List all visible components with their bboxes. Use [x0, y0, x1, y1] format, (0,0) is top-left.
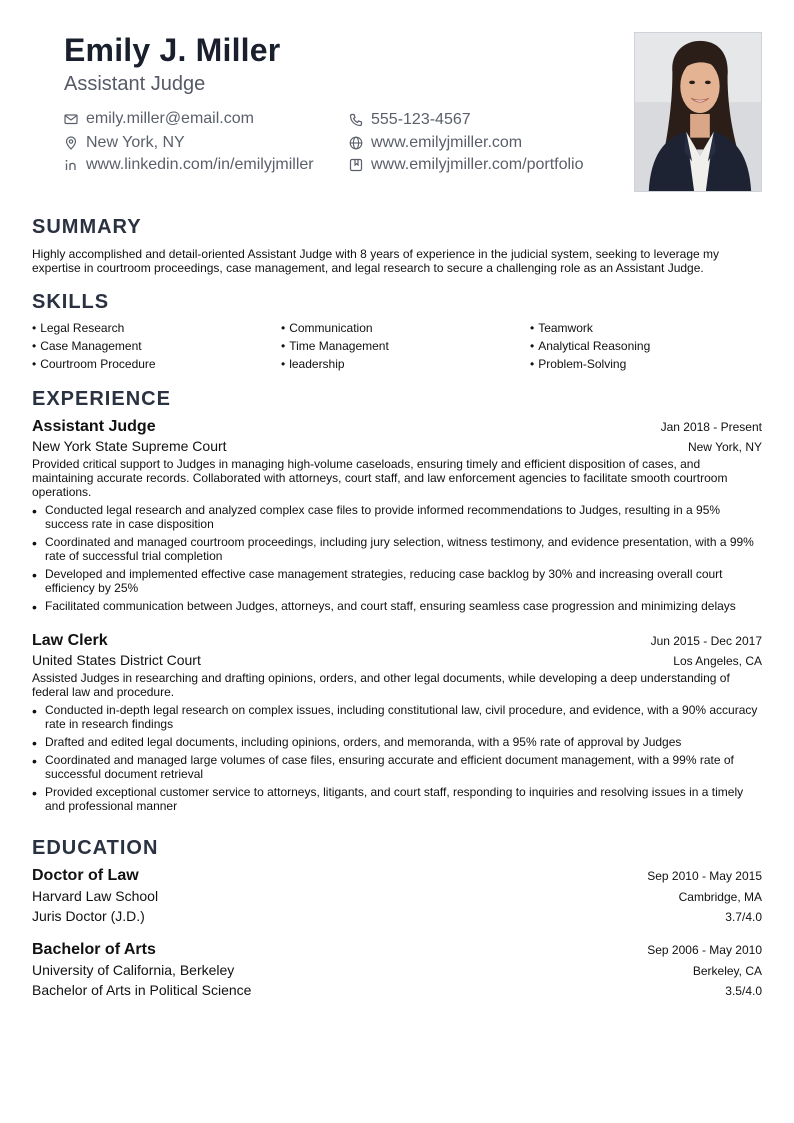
portfolio-text: www.emilyjmiller.com/portfolio — [371, 156, 584, 173]
experience-entry — [32, 417, 762, 617]
profile-photo — [634, 32, 762, 192]
contact-linkedin[interactable] — [64, 155, 314, 175]
job-title: Law Clerk — [32, 632, 108, 649]
job-bullet: • Coordinated and managed large volumes of case files, ensuring accurate and efficient document management, with a 99% rate of successful document retrieval — [32, 753, 762, 781]
contact-phone[interactable] — [349, 110, 471, 130]
skill-item: • Courtroom Procedure — [32, 357, 281, 371]
job-bullet: • Coordinated and managed courtroom proceedings, including jury selection, witness testimony, and evidence presentation, with a 99% rate of successful trial completion — [32, 535, 762, 563]
skill-item: • leadership — [281, 357, 530, 371]
skills-list — [32, 321, 762, 371]
job-bullet: • Conducted in-depth legal research on complex issues, including constitutional law, civil procedure, and evidence, with a 90% accuracy rate in research findings — [32, 703, 762, 731]
phone-icon — [349, 113, 363, 127]
linkedin-icon — [64, 158, 78, 172]
linkedin-text: www.linkedin.com/in/emilyjmiller — [86, 156, 314, 173]
job-location: Los Angeles, CA — [673, 654, 762, 668]
degree-title: Bachelor of Arts — [32, 941, 156, 958]
skill-item: • Communication — [281, 321, 530, 335]
summary-heading: SUMMARY — [32, 216, 142, 238]
skills-heading: SKILLS — [32, 291, 110, 313]
mail-icon — [64, 112, 78, 126]
job-bullet: • Drafted and edited legal documents, including opinions, orders, and memoranda, with a 95% rate of approval by Judges — [32, 735, 762, 749]
job-bullet: • Provided exceptional customer service to attorneys, litigants, and court staff, responding to inquiries and resolving issues in a timely and professional manner — [32, 785, 762, 813]
skill-item: • Teamwork — [530, 321, 762, 335]
school-name: Harvard Law School — [32, 888, 159, 904]
degree-detail: Bachelor of Arts in Political Science — [32, 982, 252, 998]
skill-item: • Legal Research — [32, 321, 281, 335]
job-dates: Jan 2018 - Present — [660, 420, 762, 434]
job-organization: United States District Court — [32, 652, 201, 668]
location-text: New York, NY — [86, 134, 185, 151]
job-location: New York, NY — [687, 440, 762, 454]
gpa: 3.7/4.0 — [725, 910, 762, 924]
contact-portfolio[interactable] — [349, 155, 584, 175]
contact-location — [64, 133, 185, 153]
email-text: emily.miller@email.com — [86, 110, 254, 127]
skill-item: • Problem-Solving — [530, 357, 762, 371]
school-location: Cambridge, MA — [678, 890, 762, 904]
skill-item: • Analytical Reasoning — [530, 339, 762, 353]
phone-text: 555-123-4567 — [371, 111, 471, 128]
education-dates: Sep 2010 - May 2015 — [647, 869, 762, 883]
experience-entry — [32, 631, 762, 817]
location-pin-icon — [64, 136, 78, 150]
resume-header — [32, 0, 762, 200]
education-entry — [32, 940, 762, 1000]
degree-title: Doctor of Law — [32, 867, 139, 884]
skill-item: • Time Management — [281, 339, 530, 353]
contact-email[interactable] — [64, 109, 254, 129]
experience-heading: EXPERIENCE — [32, 388, 171, 410]
gpa: 3.5/4.0 — [725, 984, 762, 998]
school-name: University of California, Berkeley — [32, 962, 235, 978]
job-bullets — [32, 703, 762, 813]
skill-item: • Case Management — [32, 339, 281, 353]
education-dates: Sep 2006 - May 2010 — [647, 943, 762, 957]
candidate-name: Emily J. Miller — [64, 32, 281, 68]
job-bullet: • Facilitated communication between Judges, attorneys, and court staff, ensuring seamless case progression and minimizing delays — [32, 599, 762, 613]
degree-detail: Juris Doctor (J.D.) — [32, 908, 145, 924]
education-entry — [32, 866, 762, 926]
job-bullet: • Conducted legal research and analyzed complex case files to provide informed recommendations to Judges, resulting in a 95% success rate in case disposition — [32, 503, 762, 531]
candidate-title: Assistant Judge — [64, 73, 206, 95]
summary-text: Highly accomplished and detail-oriented Assistant Judge with 8 years of experience in the judicial system, seeking to leverage my expertise in courtroom proceedings, case management, and legal research to secure a challenging role as an Assistant Judge. — [32, 247, 720, 275]
job-dates: Jun 2015 - Dec 2017 — [650, 634, 762, 648]
job-description: Provided critical support to Judges in managing high-volume caseloads, ensuring timely and efficient disposition of cases, and maintaining accurate records. Collaborated with attorneys, court staff, and law enforcement agencies to facilitate smooth courtroom operations. — [32, 457, 728, 499]
job-title: Assistant Judge — [32, 418, 156, 435]
job-organization: New York State Supreme Court — [32, 438, 227, 454]
job-bullet: • Developed and implemented effective case management strategies, reducing case backlog by 30% and increasing overall court efficiency by 25% — [32, 567, 762, 595]
portfolio-icon — [349, 158, 363, 172]
globe-icon — [349, 136, 363, 150]
school-location: Berkeley, CA — [692, 964, 762, 978]
contact-website[interactable] — [349, 133, 522, 153]
education-heading: EDUCATION — [32, 837, 159, 859]
job-bullets — [32, 503, 762, 613]
website-text: www.emilyjmiller.com — [371, 134, 523, 151]
job-description: Assisted Judges in researching and drafting opinions, orders, and other legal documents, while developing a deep understanding of federal law and procedure. — [32, 671, 730, 699]
